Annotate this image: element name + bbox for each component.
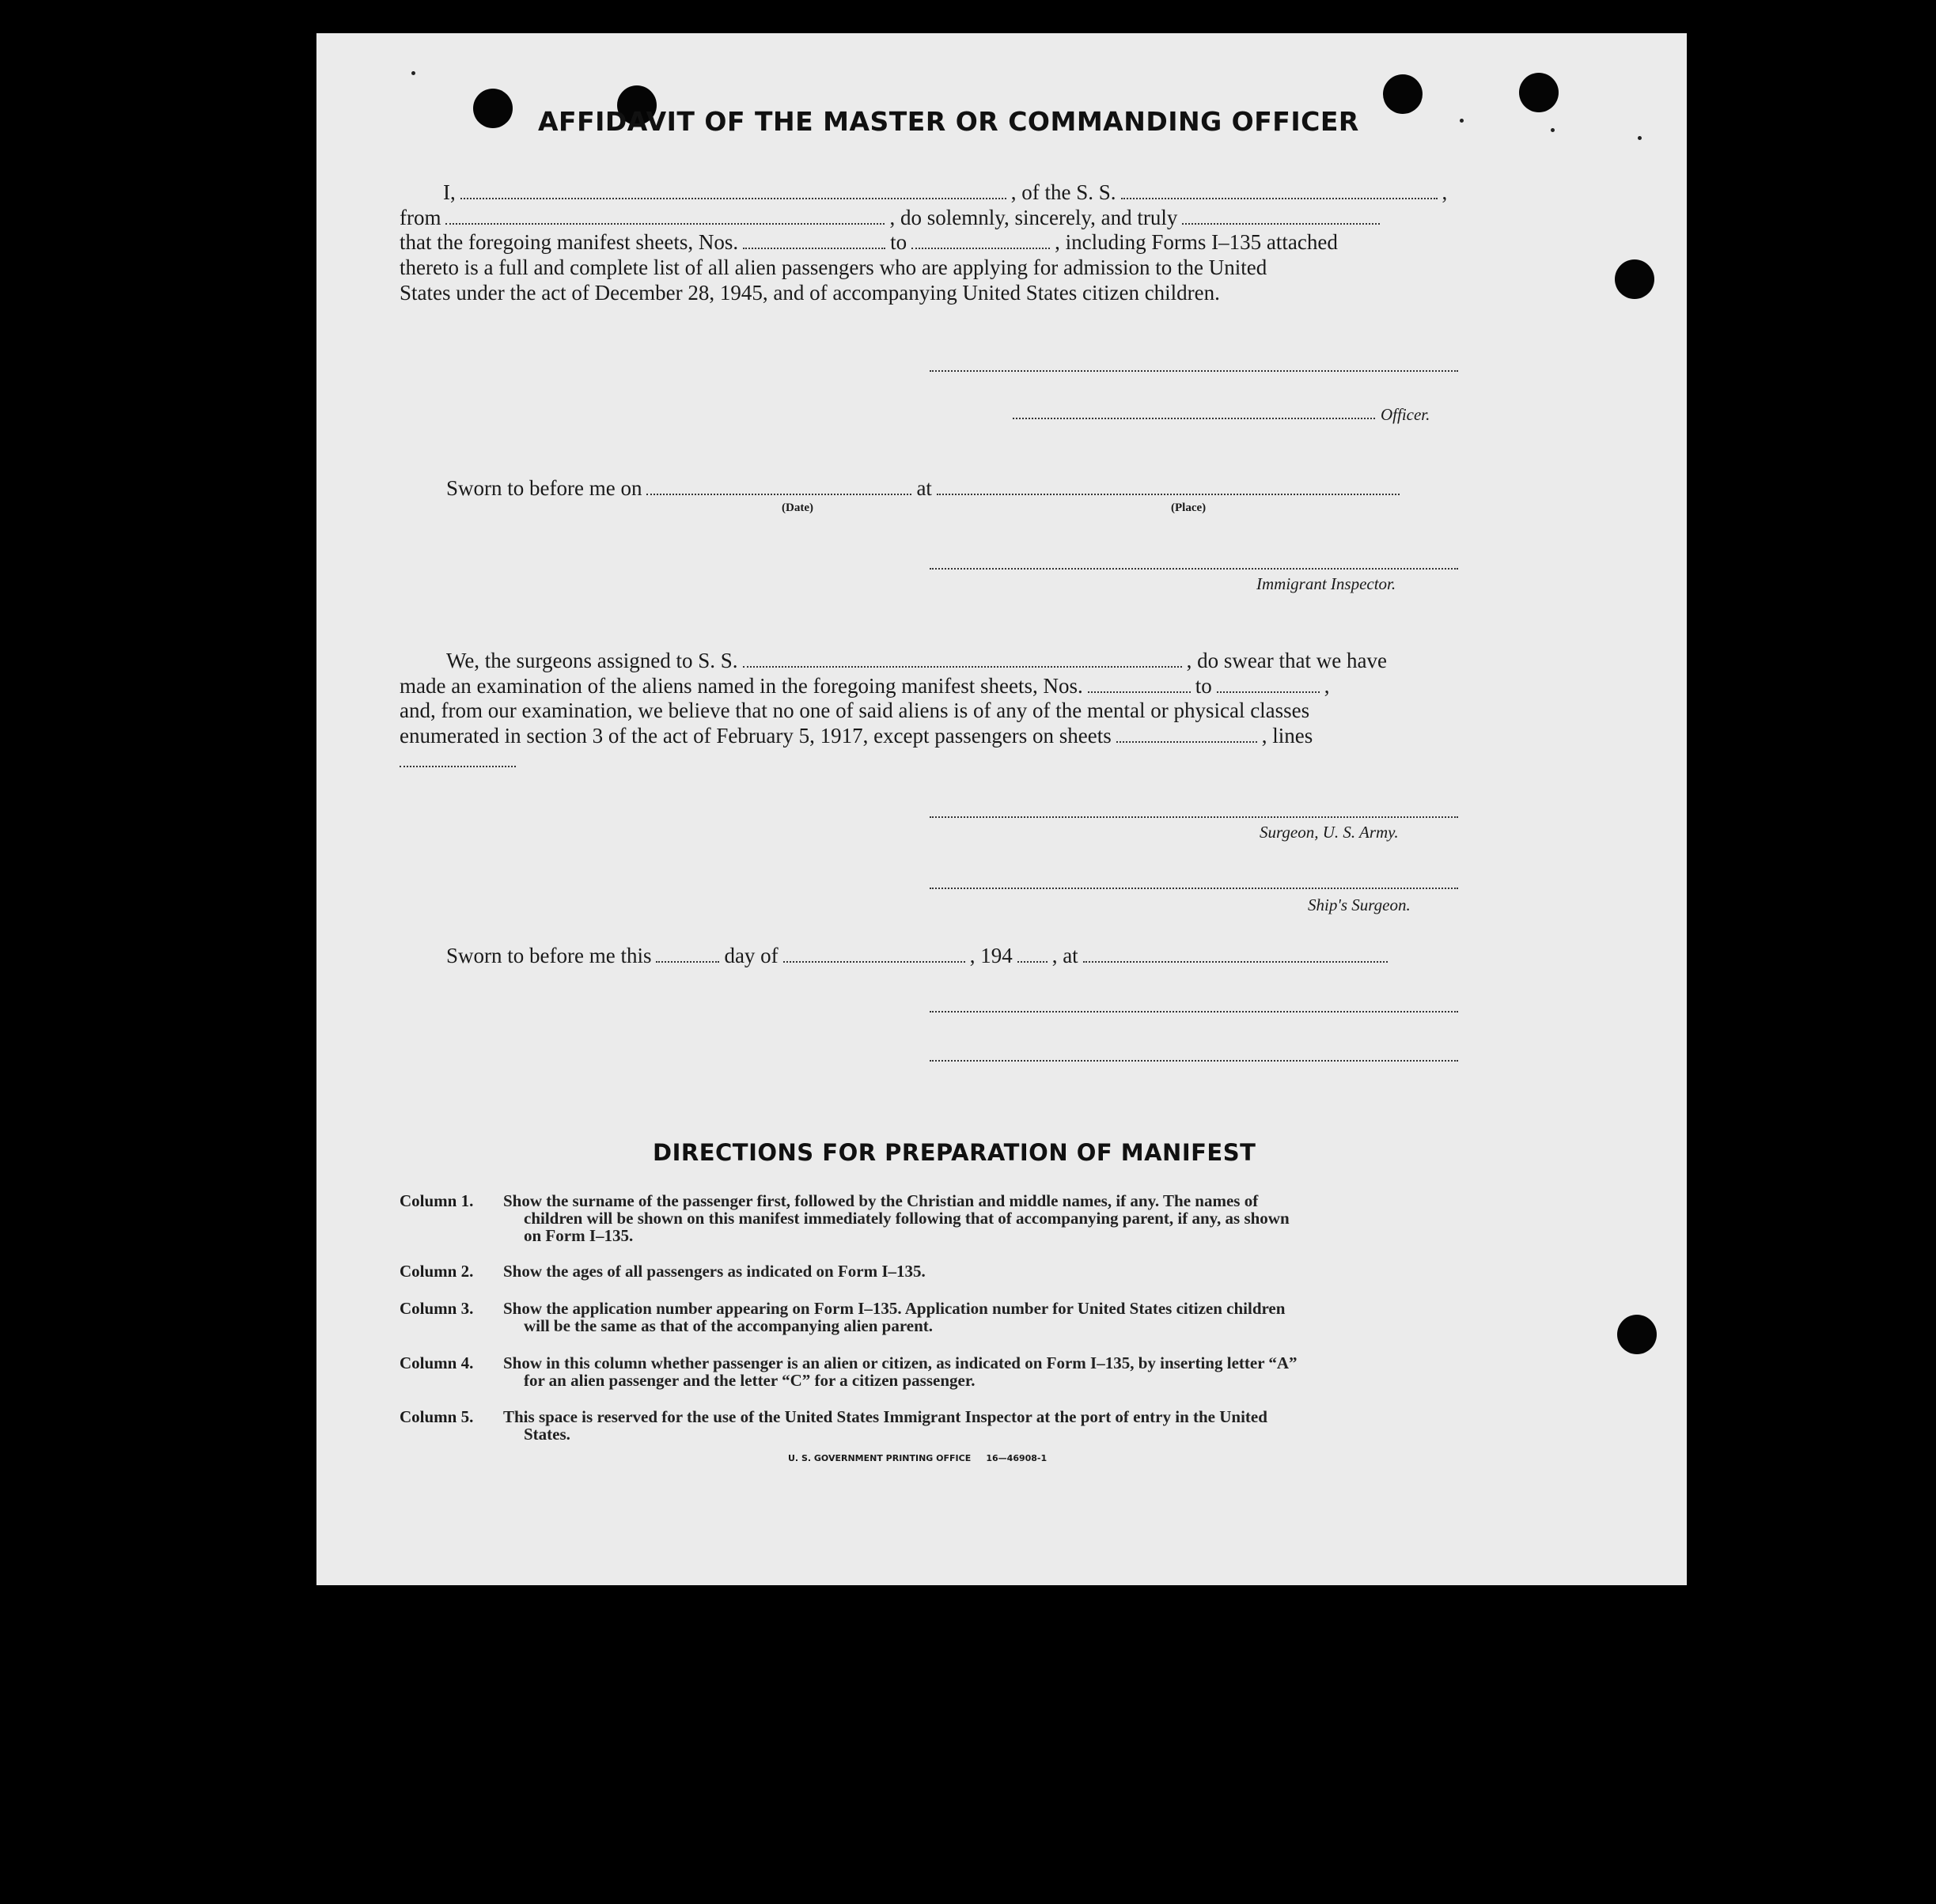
column-4-text: for an alien passenger and the letter “C” for a citizen passenger. xyxy=(524,1371,976,1390)
final-signature-line-2[interactable] xyxy=(930,1060,1458,1062)
punch-hole xyxy=(473,89,513,128)
sheet-from-field[interactable] xyxy=(743,247,885,249)
affidavit-line-2 xyxy=(400,206,1385,230)
punch-hole xyxy=(1615,259,1654,299)
officer-label: Officer. xyxy=(1381,405,1430,424)
column-2-label: Column 2. xyxy=(400,1262,474,1281)
surgeons-text: , xyxy=(1324,674,1330,698)
column-3-text: Show the application number appearing on Form I–135. Application number for United States citizen children xyxy=(503,1299,1286,1318)
sworn-at-field[interactable] xyxy=(1083,960,1388,963)
surgeons-line-2 xyxy=(400,674,1330,698)
affidavit-text: , of the S. S. xyxy=(1010,180,1116,204)
date-caption: (Date) xyxy=(782,502,813,514)
column-4-label: Column 4. xyxy=(400,1353,474,1372)
affidavit-line-5: States under the act of December 28, 1945, and of accompanying United States citizen children. xyxy=(400,281,1220,305)
surgeons-text: to xyxy=(1195,674,1212,698)
ship-name-field[interactable] xyxy=(1121,197,1438,199)
surgeon-ship-field[interactable] xyxy=(743,665,1182,668)
page-title: AFFIDAVIT OF THE MASTER OR COMMANDING OFFICER xyxy=(538,106,1359,137)
punch-hole xyxy=(1617,1315,1657,1354)
surgeons-text: enumerated in section 3 of the act of February 5, 1917, except passengers on sheets xyxy=(400,724,1112,748)
sworn-text: , 194 xyxy=(969,944,1013,967)
ink-speck xyxy=(1460,119,1464,123)
affidavit-text: that the foregoing manifest sheets, Nos. xyxy=(400,230,739,254)
column-5-text: This space is reserved for the use of the United States Immigrant Inspector at the port of entry in the United xyxy=(503,1407,1267,1426)
surgeons-text: , do swear that we have xyxy=(1186,649,1387,672)
column-1-text: Show the surname of the passenger first, followed by the Christian and middle names, if any. The names of xyxy=(503,1191,1259,1210)
punch-hole xyxy=(1383,74,1423,114)
sworn-date-field[interactable] xyxy=(646,493,911,495)
affidavit-text: I, xyxy=(443,180,456,204)
inspector-label: Immigrant Inspector. xyxy=(1256,574,1396,593)
sworn-text: Sworn to before me on xyxy=(446,476,642,500)
printing-office-footer: U. S. GOVERNMENT PRINTING OFFICE 16—46908-1 xyxy=(788,1453,1048,1463)
surgeons-text: made an examination of the aliens named in the foregoing manifest sheets, Nos. xyxy=(400,674,1083,698)
sworn-line-2 xyxy=(446,944,1392,968)
lines-field[interactable] xyxy=(400,766,516,767)
surgeons-text: We, the surgeons assigned to S. S. xyxy=(446,649,738,672)
sworn-text: , at xyxy=(1051,944,1078,967)
officer-signature-line[interactable] xyxy=(930,370,1458,372)
surgeons-text: , lines xyxy=(1261,724,1313,748)
column-1-text: on Form I–135. xyxy=(524,1226,634,1245)
affidavit-text: from xyxy=(400,206,441,229)
affidavit-text: , xyxy=(1442,180,1448,204)
surgeon-sheet-to-field[interactable] xyxy=(1217,691,1320,693)
column-3-text: will be the same as that of the accompanying alien parent. xyxy=(524,1316,934,1335)
ink-speck xyxy=(411,71,415,75)
column-2-text: Show the ages of all passengers as indicated on Form I–135. xyxy=(503,1262,926,1281)
surgeons-line-4 xyxy=(400,724,1313,748)
sworn-month-field[interactable] xyxy=(783,960,965,963)
surgeons-line-3: and, from our examination, we believe that no one of said aliens is of any of the mental or physical classes xyxy=(400,698,1310,722)
sworn-day-field[interactable] xyxy=(656,960,719,963)
column-3-label: Column 3. xyxy=(400,1299,474,1318)
sworn-year-field[interactable] xyxy=(1017,960,1048,963)
surgeons-line-1 xyxy=(446,649,1387,673)
ink-speck xyxy=(1638,136,1642,140)
surgeon-sheet-from-field[interactable] xyxy=(1088,691,1191,693)
affidavit-text: to xyxy=(890,230,907,254)
sworn-text: at xyxy=(916,476,932,500)
ink-speck xyxy=(1551,128,1555,132)
affidavit-text: , do solemnly, sincerely, and truly xyxy=(889,206,1178,229)
sheet-to-field[interactable] xyxy=(911,247,1050,249)
column-5-label: Column 5. xyxy=(400,1407,474,1426)
sworn-line-1 xyxy=(446,476,1404,501)
directions-title: DIRECTIONS FOR PREPARATION OF MANIFEST xyxy=(653,1139,1256,1166)
master-name-field[interactable] xyxy=(460,197,1006,199)
final-signature-line-1[interactable] xyxy=(930,1011,1458,1013)
affidavit-line-4: thereto is a full and complete list of all alien passengers who are applying for admission to the United xyxy=(400,256,1267,279)
except-sheets-field[interactable] xyxy=(1116,740,1257,743)
affidavit-text: , including Forms I–135 attached xyxy=(1055,230,1338,254)
sworn-place-field[interactable] xyxy=(937,493,1400,495)
inspector-signature-line[interactable] xyxy=(930,568,1458,570)
affidavit-line-3 xyxy=(400,230,1338,255)
declaration-field[interactable] xyxy=(1182,222,1380,225)
affidavit-line-1 xyxy=(443,180,1447,205)
column-4-text: Show in this column whether passenger is an alien or citizen, as indicated on Form I–135, by inserting letter “A” xyxy=(503,1353,1298,1372)
sworn-text: day of xyxy=(724,944,779,967)
ship-surgeon-label: Ship's Surgeon. xyxy=(1308,895,1411,914)
officer-title-line[interactable] xyxy=(1013,418,1375,419)
column-5-text: States. xyxy=(524,1425,570,1444)
army-surgeon-label: Surgeon, U. S. Army. xyxy=(1260,823,1399,842)
sworn-text: Sworn to before me this xyxy=(446,944,652,967)
punch-hole xyxy=(1519,73,1559,112)
form-page xyxy=(316,33,1687,1585)
column-1-label: Column 1. xyxy=(400,1191,474,1210)
place-caption: (Place) xyxy=(1171,502,1207,514)
army-surgeon-signature-line[interactable] xyxy=(930,816,1458,818)
ship-surgeon-signature-line[interactable] xyxy=(930,888,1458,889)
column-1-text: children will be shown on this manifest immediately following that of accompanying parent, if any, as shown xyxy=(524,1209,1290,1228)
from-port-field[interactable] xyxy=(445,222,885,225)
